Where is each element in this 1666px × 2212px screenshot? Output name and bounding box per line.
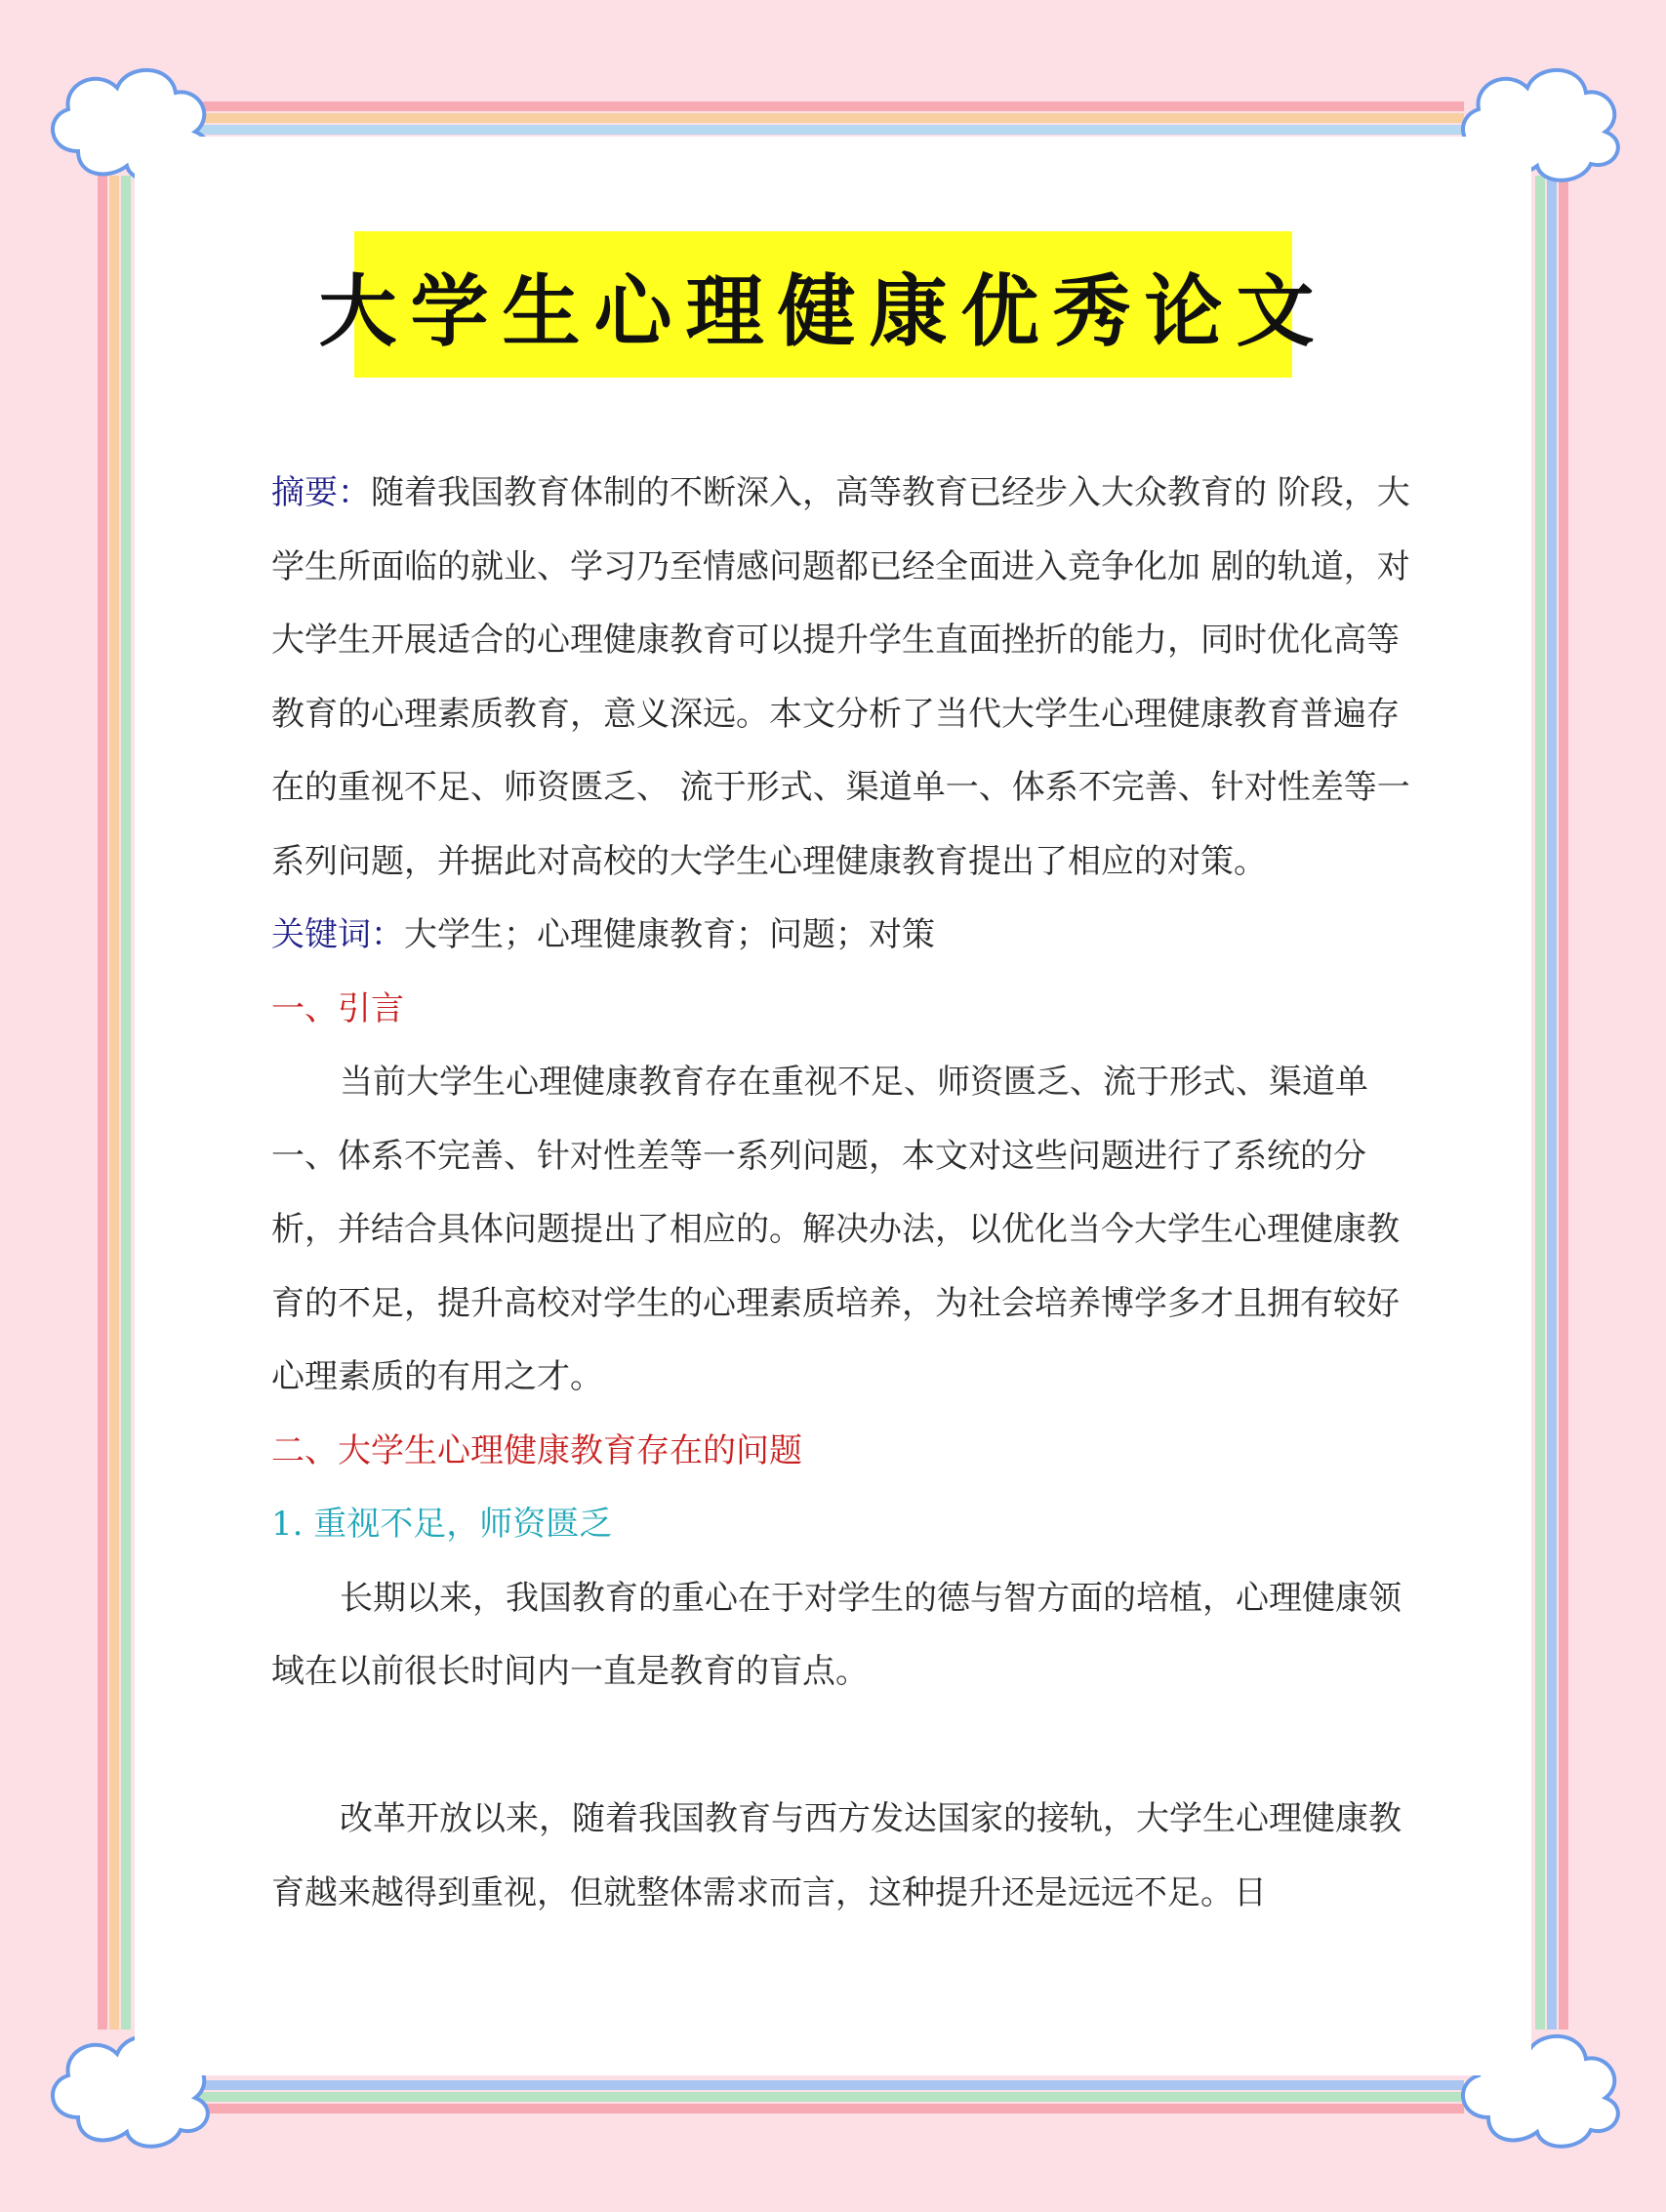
- section-heading-problems: 二、大学生心理健康教育存在的问题: [271, 1430, 802, 1470]
- top-stripe-orange: [195, 113, 1464, 123]
- abstract-label: 摘要：: [271, 473, 371, 512]
- bottom-stripe-green: [195, 2092, 1464, 2102]
- keywords-line: [271, 899, 1413, 973]
- left-stripe-pink: [98, 176, 107, 2030]
- right-stripe-blue: [1547, 176, 1557, 2030]
- body-paragraph-1: 长期以来，我国教育的重心在于对学生的德与智方面的培植，心理健康领域在以前很长时间内一直是教育的盲点。: [271, 1578, 1402, 1691]
- title-banner: [318, 231, 1328, 378]
- introduction-paragraph: 当前大学生心理健康教育存在重视不足、师资匮乏、流于形式、渠道单一、体系不完善、针对性差等一系列问题，本文对这些问题进行了系统的分析，并结合具体问题提出了相应的。解决办法，以优化当今大学生心理健康教育的不足，提升高校对学生的心理素质培养，为社会培养博学多才且拥有较好心理素质的有用之才。: [271, 1063, 1400, 1396]
- bottom-stripe-pink: [195, 2104, 1464, 2113]
- left-stripe-green: [121, 176, 131, 2030]
- page-title: 大学生心理健康优秀论文: [318, 264, 1328, 357]
- abstract-paragraph: [271, 457, 1413, 899]
- abstract-text: 随着我国教育体制的不断深入，高等教育已经步入大众教育的 阶段，大学生所面临的就业、学习乃至情感问题都已经全面进入竞争化加 剧的轨道，对大学生开展适合的心理健康教育可以提升学生直面挫折的能力，同时优化高等教育的心理素质教育，意义深远。本文分析了当代大学生心理健康教育普遍存在的重视不足、师资匮乏、 流于形式、渠道单一、体系不完善、针对性差等一系列问题，并据此对高校的大学生心理健康教育提出了相应的对策。: [271, 473, 1410, 881]
- article-body: [271, 457, 1413, 1930]
- subsection-heading-1: 1. 重视不足，师资匮乏: [271, 1505, 613, 1544]
- keywords-text: 大学生；心理健康教育；问题；对策: [404, 915, 935, 954]
- right-stripe-pink: [1559, 176, 1568, 2030]
- keywords-label: 关键词：: [271, 915, 404, 954]
- top-stripe-pink: [195, 101, 1464, 111]
- body-paragraph-2: 改革开放以来，随着我国教育与西方发达国家的接轨，大学生心理健康教育越来越得到重视，但就整体需求而言，这种提升还是远远不足。日: [271, 1799, 1402, 1912]
- left-stripe-orange: [109, 176, 119, 2030]
- section-heading-introduction: 一、引言: [271, 988, 404, 1028]
- paragraph-spacer: [271, 1709, 1413, 1784]
- top-stripe-blue: [195, 125, 1464, 135]
- bottom-stripe-blue: [195, 2080, 1464, 2090]
- right-stripe-green: [1535, 176, 1545, 2030]
